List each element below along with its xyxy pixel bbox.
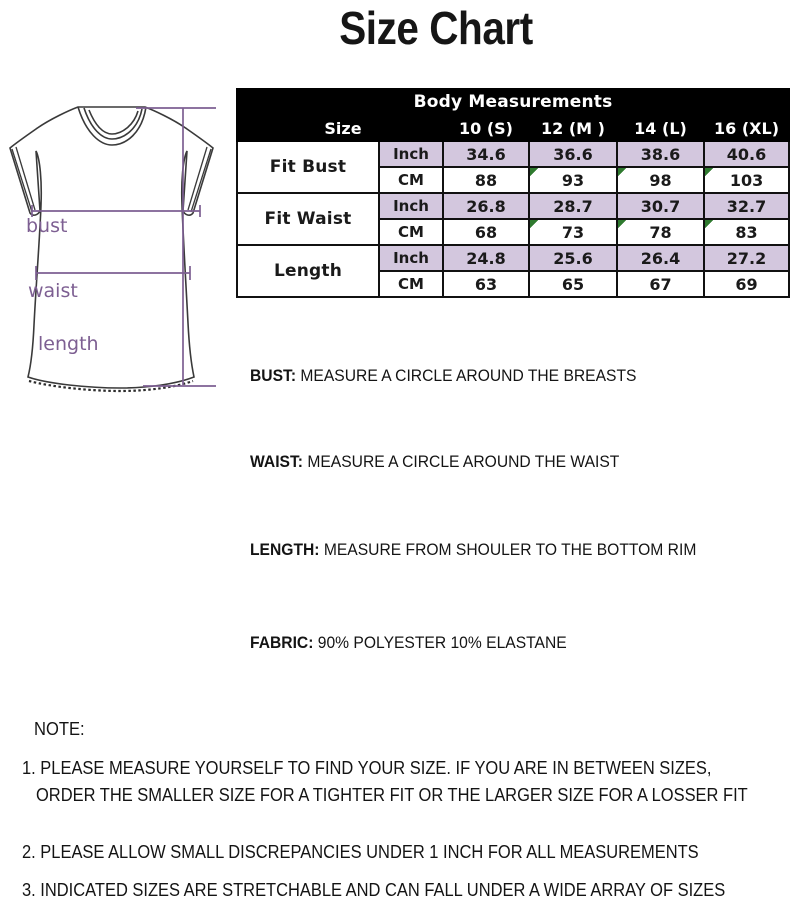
cell-length-cm-l: 67	[617, 271, 704, 297]
cell-waist-inch-s: 26.8	[443, 193, 529, 219]
compression-artifact	[618, 220, 627, 229]
compression-artifact	[705, 168, 714, 177]
length-label: length	[38, 333, 99, 355]
instruction-bust	[250, 366, 636, 386]
compression-artifact	[530, 168, 539, 177]
cell-bust-inch-xl: 40.6	[704, 141, 789, 167]
instruction-bust-text: MEASURE A CIRCLE AROUND THE BREASTS	[296, 366, 637, 385]
table-header-size: Size	[237, 115, 443, 141]
table-header-title: Body Measurements	[237, 89, 789, 115]
instruction-length-text: MEASURE FROM SHOULER TO THE BOTTOM RIM	[319, 540, 697, 559]
table-row	[237, 141, 789, 167]
cell-length-cm-xl: 69	[704, 271, 789, 297]
instruction-fabric-text: 90% POLYESTER 10% ELASTANE	[313, 633, 567, 652]
cell-waist-cm-xl: 83	[704, 219, 789, 245]
cell-waist-cm-l: 78	[617, 219, 704, 245]
cell-waist-cm-m: 73	[529, 219, 617, 245]
instruction-fabric-term: FABRIC:	[250, 633, 314, 652]
cell-length-inch-s: 24.8	[443, 245, 529, 271]
unit-cell-cm: CM	[379, 167, 443, 193]
cell-bust-inch-s: 34.6	[443, 141, 529, 167]
note-item-3: 3. INDICATED SIZES ARE STRETCHABLE AND CAN FALL UNDER A WIDE ARRAY OF SIZES	[22, 880, 726, 900]
cell-length-inch-l: 26.4	[617, 245, 704, 271]
size-table	[236, 88, 790, 298]
unit-cell-cm: CM	[379, 219, 443, 245]
compression-artifact	[705, 220, 714, 229]
page-title: Size Chart	[339, 2, 533, 54]
note-heading: NOTE:	[34, 719, 85, 739]
row-label-fit-bust: Fit Bust	[237, 141, 379, 193]
waist-label: waist	[28, 280, 78, 302]
instruction-length	[250, 540, 696, 560]
bust-label: bust	[26, 215, 68, 237]
size-table-container	[236, 88, 788, 298]
cell-bust-inch-l: 38.6	[617, 141, 704, 167]
note-item-2: 2. PLEASE ALLOW SMALL DISCREPANCIES UNDER 1 INCH FOR ALL MEASUREMENTS	[22, 842, 699, 862]
cell-waist-inch-l: 30.7	[617, 193, 704, 219]
cell-bust-cm-l: 98	[617, 167, 704, 193]
cell-bust-inch-m: 36.6	[529, 141, 617, 167]
cell-bust-cm-xl: 103	[704, 167, 789, 193]
cell-length-inch-m: 25.6	[529, 245, 617, 271]
table-header-size-l: 14 (L)	[617, 115, 704, 141]
unit-cell-inch: Inch	[379, 141, 443, 167]
table-header-size-m: 12 (M )	[529, 115, 617, 141]
instruction-length-term: LENGTH:	[250, 540, 320, 559]
compression-artifact	[618, 168, 627, 177]
cell-length-cm-m: 65	[529, 271, 617, 297]
table-header-columns-row	[237, 115, 789, 141]
cell-bust-cm-s: 88	[443, 167, 529, 193]
table-header-size-xl: 16 (XL)	[704, 115, 789, 141]
unit-cell-inch: Inch	[379, 193, 443, 219]
cell-length-inch-xl: 27.2	[704, 245, 789, 271]
cell-waist-inch-m: 28.7	[529, 193, 617, 219]
cell-waist-cm-s: 68	[443, 219, 529, 245]
unit-cell-inch: Inch	[379, 245, 443, 271]
note-item-1-continuation: ORDER THE SMALLER SIZE FOR A TIGHTER FIT OR THE LARGER SIZE FOR A LOSSER FIT	[36, 785, 748, 805]
table-row	[237, 193, 789, 219]
cell-waist-inch-xl: 32.7	[704, 193, 789, 219]
instruction-waist	[250, 452, 619, 472]
table-header-size-s: 10 (S)	[443, 115, 529, 141]
tshirt-illustration	[0, 85, 236, 405]
instruction-fabric	[250, 633, 567, 653]
cell-bust-cm-m: 93	[529, 167, 617, 193]
table-row	[237, 245, 789, 271]
note-item-1: 1. PLEASE MEASURE YOURSELF TO FIND YOUR SIZE. IF YOU ARE IN BETWEEN SIZES,	[22, 758, 712, 778]
cell-length-cm-s: 63	[443, 271, 529, 297]
instruction-waist-term: WAIST:	[250, 452, 304, 471]
compression-artifact	[530, 220, 539, 229]
row-label-length: Length	[237, 245, 379, 297]
row-label-fit-waist: Fit Waist	[237, 193, 379, 245]
instruction-bust-term: BUST:	[250, 366, 297, 385]
unit-cell-cm: CM	[379, 271, 443, 297]
table-header-title-row	[237, 89, 789, 115]
instruction-waist-text: MEASURE A CIRCLE AROUND THE WAIST	[303, 452, 620, 471]
